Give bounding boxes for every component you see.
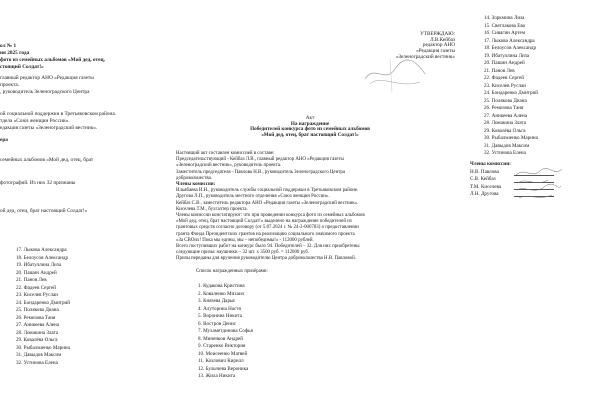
list-item: 18. Белоусов Александр xyxy=(16,254,69,261)
act-paragraph: «Зеленоградский вестник», руководитель проекта. xyxy=(176,163,282,169)
act-subtitle: Победителей конкурса фото из семейных альбомов xyxy=(250,126,370,133)
left-body-line: едакция газеты «Зеленоградский вестник». xyxy=(0,125,98,131)
act-paragraph: добровольчества. xyxy=(176,175,212,181)
act-paragraph: Кейбаз С.В., заместитель редактора АНО «Редакция газеты «Зеленоградский вестник». xyxy=(176,200,359,206)
act-paragraph: Всего поступивших работ на конкурс было 94. Победителей – 32. Для них приобретены xyxy=(176,244,360,250)
list-item: 2. Коваленко Михаил xyxy=(198,290,245,297)
list-item: 5. Воронина Никита xyxy=(198,313,242,319)
list-item: 25. Полякова Диана xyxy=(16,307,59,313)
list-item: 31. Давыдов Максим xyxy=(16,352,62,358)
left-body-line: ера xyxy=(0,137,8,143)
right-page xyxy=(470,0,590,415)
left-winners-list xyxy=(16,247,70,367)
list-item: 18. Белоусов Александр xyxy=(484,45,537,51)
act-paragraph: Председательствующий - Кейбаз Л.В., главный редактор АНО «Редакция газеты xyxy=(176,157,344,163)
list-item: 32. Устинова Елена xyxy=(16,359,58,366)
act-paragraph: гранта Фонда Президентских грантов на реализацию социального значимого проекта xyxy=(176,231,355,237)
list-item: 1. Кудакова Кристина xyxy=(198,283,245,289)
act-paragraph: Заместитель председателя - Павлова Н.В., руководитель Зеленоградского Центра xyxy=(176,169,346,175)
list-item: 30. Рыбальченко Марина xyxy=(16,344,70,351)
list-item: 23. Киселев Руслан xyxy=(16,292,58,298)
list-item: 27. Аникеева Алена xyxy=(16,322,59,328)
list-item: 13. Жила Никита xyxy=(198,373,236,379)
list-item: 30. Рыбальченко Марина xyxy=(484,135,538,141)
left-body-line: тдела «Союз женщин России». xyxy=(0,118,70,124)
commission-member: Л.Н. Другова xyxy=(470,191,499,197)
list-item: 24. Бондаренко Дмитрий xyxy=(484,90,538,96)
left-page xyxy=(0,0,120,415)
left-body-line: ой социальной поддержки в Третьяковском района. xyxy=(0,111,117,117)
list-item: 14. Зоркмина Лиза xyxy=(484,15,525,21)
list-item: 11. Козлович Кирилл xyxy=(198,358,244,364)
list-item: 17. Лыкова Александра xyxy=(16,247,67,253)
list-item: 8. Миненков Андрей xyxy=(198,335,244,342)
list-item: 10. Моисеенко Матвей xyxy=(198,350,248,357)
left-header-line: фото из семейных альбомов «Мой дед, отец, xyxy=(0,57,105,63)
act-paragraph: Ильябаева И.Н., руководитель службы социальной поддержки в Третьяковском районе. xyxy=(176,188,359,194)
list-item: 17. Лыкова Александра xyxy=(484,37,535,44)
list-item: 4. Алуторина Настя xyxy=(198,305,241,312)
act-paragraph: грантовых средств согласно договору (от 5.07.2024 г. № 24-2-006783) о предоставлении xyxy=(176,225,359,231)
act-paragraph: Члены комиссии констатируют: что при проведении конкурса фото из семейных альбомов xyxy=(176,213,365,219)
right-winners-list xyxy=(484,15,538,158)
list-item: 22. Фадеев Сергей xyxy=(16,284,56,291)
approval-role: редактор АНО xyxy=(422,42,455,49)
left-body-line: семейных альбомов «Мой дед, отец, брат xyxy=(0,157,94,163)
approval-title: УТВЕРЖДАЮ: xyxy=(420,31,455,37)
act-body xyxy=(176,151,365,275)
commission-member: Н.В. Павлова xyxy=(470,168,499,175)
act-paragraph: Призы переданы для вручения руководителю Центра добровольчества Н.В. Павловой. xyxy=(176,256,356,262)
list-item: 26. Ремизова Таня xyxy=(16,314,56,321)
act-paragraph: «Мой дед, отец, брат настоящий Солдат!» выделено на награждение победителей из xyxy=(176,219,352,225)
list-item: 3. Князева Дарья xyxy=(198,298,235,304)
commission-block xyxy=(470,161,511,199)
list-item: 19. Ибатуллина Лиза xyxy=(16,262,62,268)
list-item: 24. Бондаренко Дмитрий xyxy=(16,299,70,306)
act-page xyxy=(160,0,460,415)
act-paragraph: следующие призы: наушники – 32 шт. х 3500 руб. = 112000 руб. xyxy=(176,250,310,256)
list-item: 7. Мухаметдинова Софья xyxy=(198,328,253,334)
list-item: 26. Ремизова Таня xyxy=(484,105,524,111)
act-paragraph: Настоящий акт составлен комиссией в составе: xyxy=(176,151,275,156)
list-item: 29. Ковалёва Ольга xyxy=(484,127,526,134)
winners-heading: Список награжденных призёрами: xyxy=(196,268,268,274)
list-item: 20. Пашин Андрей xyxy=(484,60,525,66)
left-body-line: , руководитель Зеленоградского Центра xyxy=(0,89,90,95)
commission-member: Т.М. Киселева xyxy=(470,183,502,190)
left-header-line: ня 2025 года xyxy=(0,50,30,56)
list-item: 29. Ковалёва Ольга xyxy=(16,337,58,343)
signature-scribble-icon xyxy=(514,165,564,203)
act-paragraph: «За СВОих! Пока мы едины, мы – непобедимы!» - 112000 рублей. xyxy=(176,237,314,243)
act-title: Акт xyxy=(305,115,315,121)
list-item: 16. Сивагин Артем xyxy=(484,30,526,36)
list-item: 19. Ибатуллина Лиза xyxy=(484,52,530,59)
commission-member: С.В. Кейбаз xyxy=(470,176,496,182)
left-header-line: ол № 1 xyxy=(0,43,17,49)
list-item: 21. Панов Лев xyxy=(484,67,515,74)
act-paragraph: Киселева Т.М., бухгалтер проекта. xyxy=(176,206,248,212)
list-item: 28. Ломакина Злата xyxy=(16,329,59,336)
list-item: 25. Полякова Диана xyxy=(484,97,527,104)
list-item: 20. Пашин Андрей xyxy=(16,269,57,276)
list-item: 6. Востров Денис xyxy=(198,320,236,327)
act-title-block xyxy=(160,116,460,139)
act-paragraph: Другова Л.П., руководитель местного отделения «Союз женщин России». xyxy=(176,194,330,200)
list-item: 12. Булычева Вероника xyxy=(198,365,249,372)
list-item: 21. Панов Лев xyxy=(16,277,47,283)
list-item: 22. Фадеев Сергей xyxy=(484,75,524,81)
list-item: 27. Аникеева Алена xyxy=(484,112,527,119)
approval-role: «Зеленоградский вестник» xyxy=(395,53,455,60)
list-item: 28. Ломакина Злата xyxy=(484,120,527,126)
left-body-line: ой дед, отец, брат настоящий Солдат!» xyxy=(0,208,88,214)
signature-stamp-icon xyxy=(360,54,430,94)
act-subtitle: «Мой дед, отец, брат настоящий Солдат!» xyxy=(261,132,359,139)
list-item: 31. Давыдов Максим xyxy=(484,142,530,149)
left-body-line: главный редактор АНО «Редакция газеты xyxy=(0,75,94,81)
list-item: 32. Устинова Елена xyxy=(484,150,526,156)
approval-name: Л.В.Кейбаз xyxy=(430,36,455,43)
winners-list xyxy=(198,283,253,381)
left-body-line: фотографий. Из них 32 признаны xyxy=(0,180,76,186)
commission-title: Члены комиссии: xyxy=(470,161,511,167)
act-subtitle: На награждение xyxy=(290,120,330,127)
list-item: 9. Старенко Виктория xyxy=(198,343,246,349)
left-header-line: стоящий Солдат!» xyxy=(0,64,44,70)
list-item: 15. Светлакова Ева xyxy=(484,22,525,29)
left-body-line: проекта. xyxy=(0,82,20,88)
approval-role: «Редакция газеты xyxy=(416,48,455,55)
act-paragraph: Члены комиссии: xyxy=(176,182,216,188)
list-item: 23. Киселев Руслан xyxy=(484,82,526,89)
